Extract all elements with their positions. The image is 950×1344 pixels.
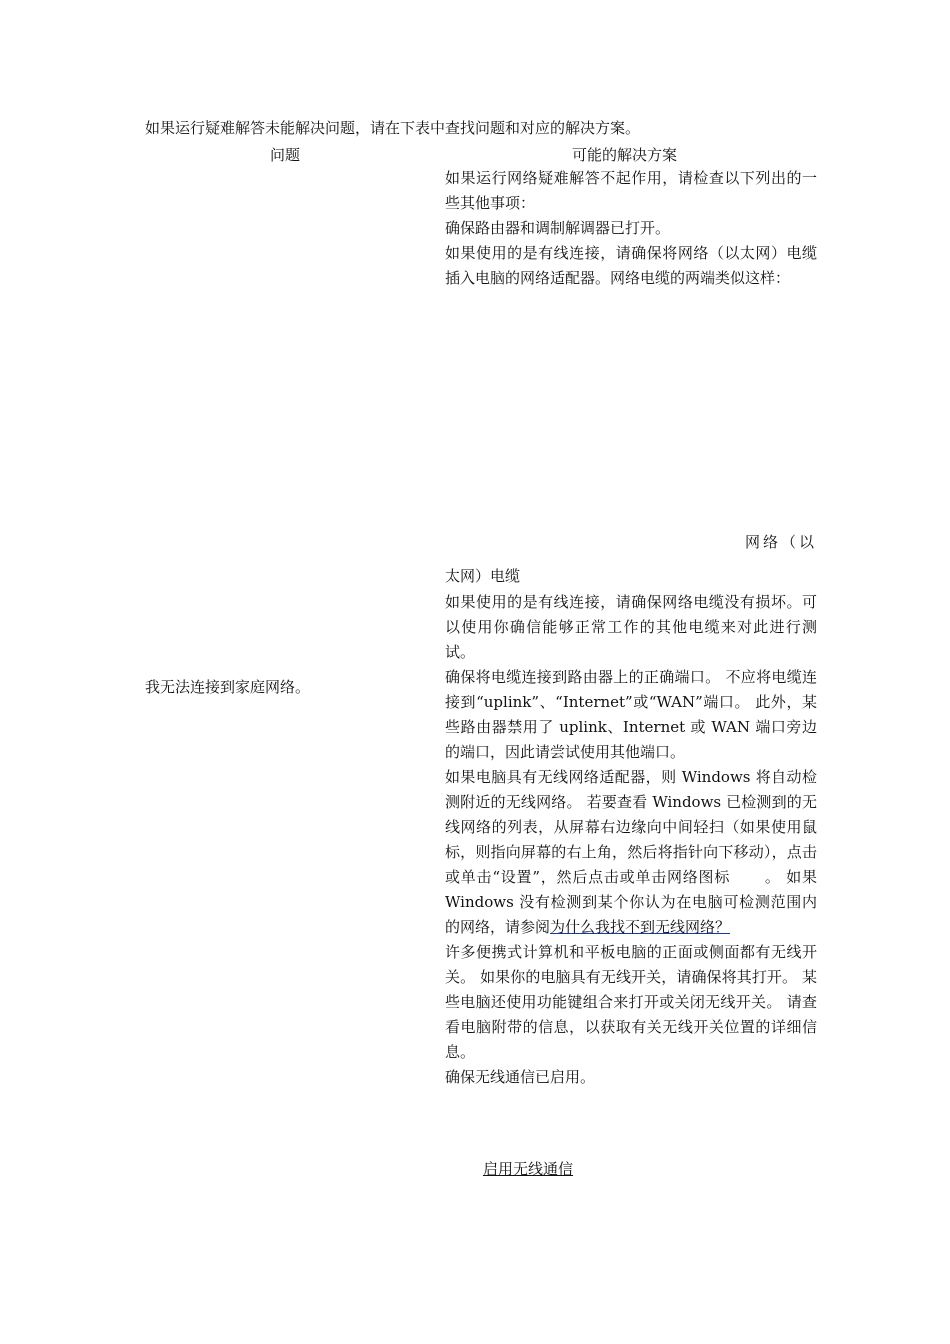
cable-caption-part2: 太网）电缆 [445,567,521,585]
solution-block-bottom [445,590,817,1090]
table-header-solution: 可能的解决方案 [572,146,678,164]
solution-paragraph: 确保无线通信已启用。 [445,1068,596,1086]
problem-cell: 我无法连接到家庭网络。 [145,678,311,696]
paragraph-text: 如果电脑具有无线网络适配器，则 Windows 将自动检测附近的无线网络。 若要查看 Windows 已检测到的无线网络的列表，从屏幕右边缘向中间轻扫（如果使用鼠标，则指向屏幕的右上角，然后将指针向下移动），点击或单击“设置”，然后点击或单击网络图标 [445,768,817,886]
solution-paragraph: 确保路由器和调制解调器已打开。 [445,219,671,237]
solution-block-top [445,166,817,291]
network-icon [730,868,764,882]
solution-paragraph: 确保将电缆连接到路由器上的正确端口。 不应将电缆连接到“uplink”、“Internet”或“WAN”端口。 此外，某些路由器禁用了 uplink、Internet 或 WAN 端口旁边的端口，因此请尝试使用其他端口。 [445,668,817,761]
intro-text: 如果运行疑难解答未能解决问题，请在下表中查找问题和对应的解决方案。 [145,119,641,137]
enable-wireless-link[interactable]: 启用无线通信 [483,1160,574,1178]
cable-caption-part1: 网络（以 [744,533,817,551]
solution-paragraph: 如果运行网络疑难解答不起作用，请检查以下列出的一些其他事项： [445,169,817,212]
solution-paragraph: 如果使用的是有线连接，请确保将网络（以太网）电缆插入电脑的网络适配器。网络电缆的两端类似这样： [445,244,817,287]
solution-paragraph: 如果使用的是有线连接，请确保网络电缆没有损坏。可以使用你确信能够正常工作的其他电缆来对此进行测试。 [445,593,817,661]
paragraph-text: 。 如果 Windows 没有检测到某个你认为在电脑可检测范围内的网络，请参阅 [445,868,817,936]
solution-paragraph: 许多便携式计算机和平板电脑的正面或侧面都有无线开关。 如果你的电脑具有无线开关，请确保将其打开。 某些电脑还使用功能键组合来打开或关闭无线开关。 请查看电脑附带的信息，以获取有关无线开关位置的详细信息。 [445,943,817,1061]
why-cant-find-wireless-link[interactable]: 为什么我找不到无线网络？ [550,918,731,936]
solution-paragraph [445,765,817,940]
table-header-problem: 问题 [270,146,301,164]
